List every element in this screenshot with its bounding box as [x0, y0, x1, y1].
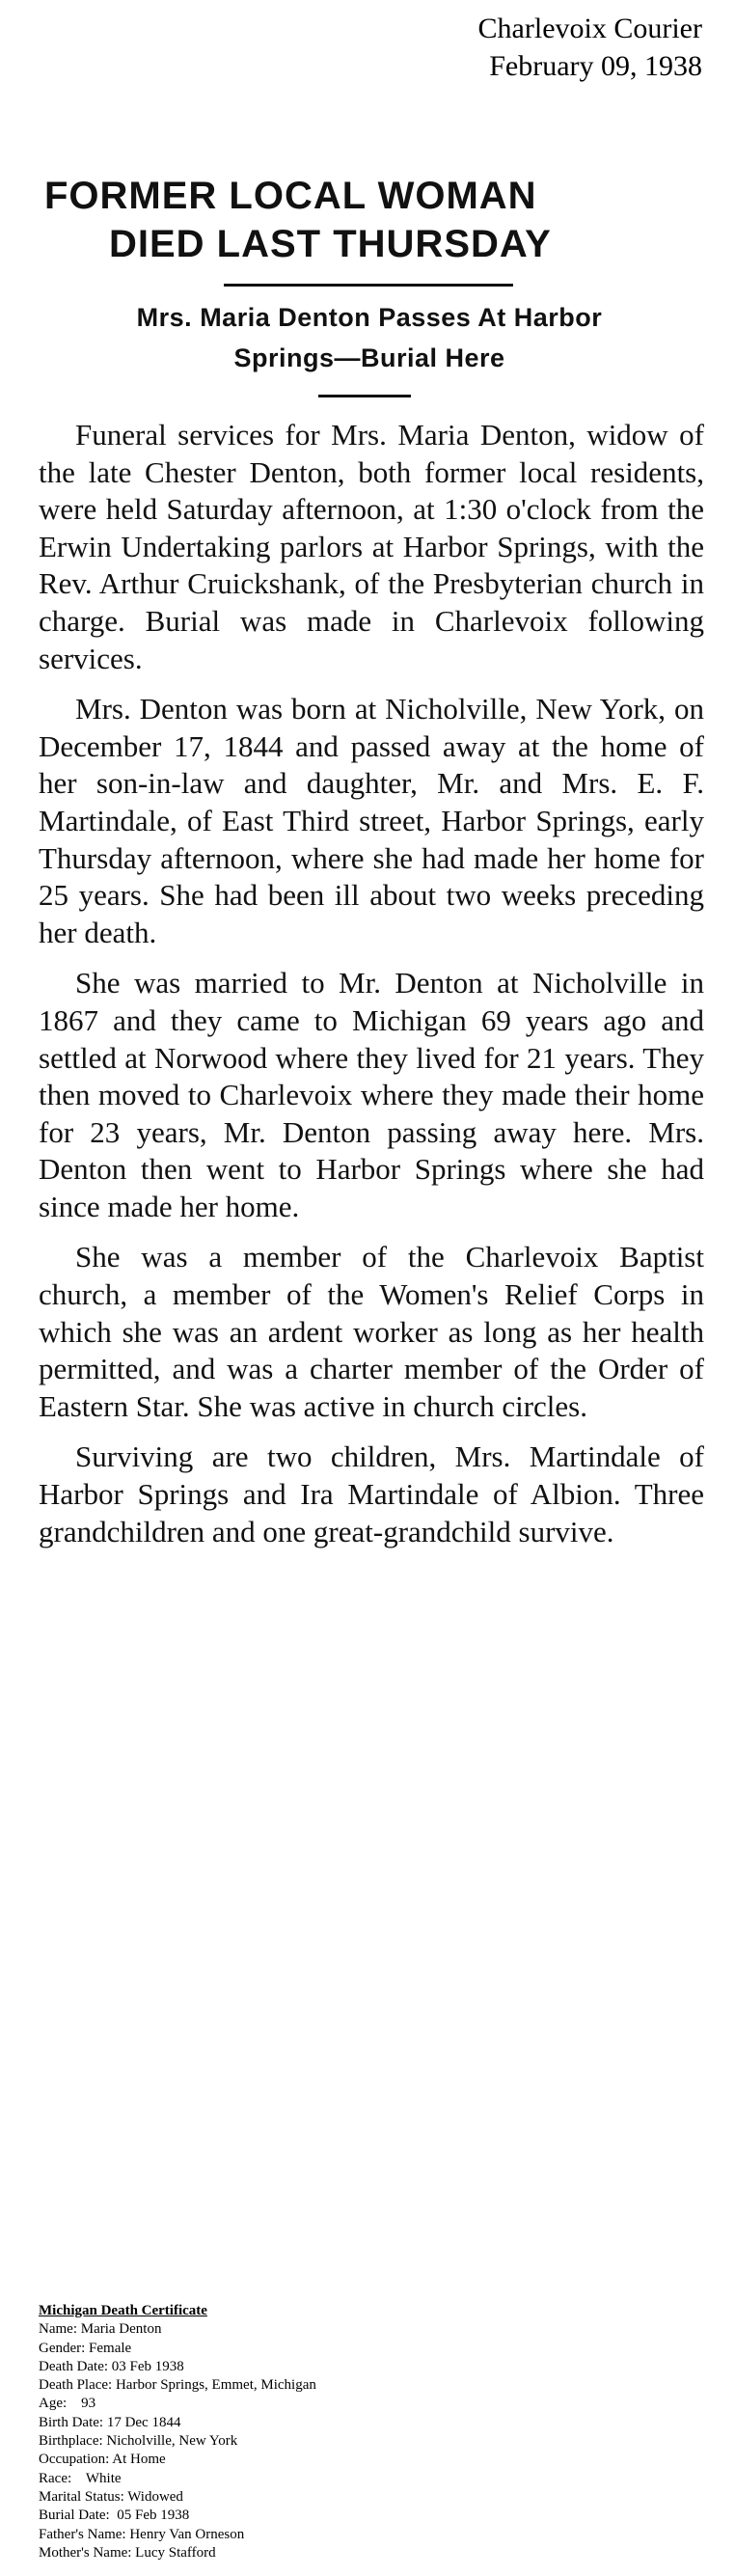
- headline-divider: [224, 284, 513, 287]
- certificate-death-date: Death Date: 03 Feb 1938: [39, 2358, 184, 2374]
- certificate-age: Age: 93: [39, 2396, 96, 2412]
- certificate-occupation: Occupation: At Home: [39, 2452, 166, 2468]
- publication-date: February 09, 1938: [489, 50, 702, 82]
- certificate-birthplace: Birthplace: Nicholville, New York: [39, 2433, 238, 2450]
- article-body: [39, 417, 704, 1564]
- certificate-gender: Gender: Female: [39, 2340, 132, 2356]
- certificate-birth-date: Birth Date: 17 Dec 1844: [39, 2414, 181, 2430]
- headline-line-1: FORMER LOCAL WOMAN: [44, 175, 537, 217]
- article-paragraph: She was married to Mr. Denton at Nicholville in 1867 and they came to Michigan 69 years ago and settled at Norwood where they lived for 21 years. They then moved to Charlevoix where they made their home for 23 years, Mr. Denton passing away here. Mrs. Denton then went to Harbor Springs where she had since made her home.: [39, 966, 704, 1223]
- article-paragraph: She was a member of the Charlevoix Baptist church, a member of the Women's Relief Corps in which she was an ardent worker as long as her health permitted, and was a charter member of the Order of Eastern Star. She was active in church circles.: [39, 1240, 704, 1423]
- death-certificate-record: [39, 2302, 316, 2562]
- source-citation: [478, 10, 702, 85]
- certificate-burial-date: Burial Date: 05 Feb 1938: [39, 2507, 190, 2524]
- deck-divider: [318, 395, 411, 397]
- article-paragraph: Surviving are two children, Mrs. Martindale of Harbor Springs and Ira Martindale of Albion. Three grandchildren and one great-grandchild survive.: [39, 1439, 704, 1548]
- certificate-race: Race: White: [39, 2470, 122, 2486]
- article-paragraph: Funeral services for Mrs. Maria Denton, widow of the late Chester Denton, both former local residents, were held Saturday afternoon, at 1:30 o'clock from the Erwin Undertaking parlors at Harbor Springs, with the Rev. Arthur Cruickshank, of the Presbyterian church in charge. Burial was made in Charlevoix following services.: [39, 418, 704, 675]
- certificate-marital-status: Marital Status: Widowed: [39, 2488, 183, 2505]
- certificate-title: Michigan Death Certificate: [39, 2303, 207, 2318]
- article-paragraph: Mrs. Denton was born at Nicholville, New York, on December 17, 1844 and passed away at the home of her son-in-law and daughter, Mr. and Mrs. E. F. Martindale, of East Third street, Harbor Springs, early Thursday afternoon, where she had made her home for 25 years. She had been ill about two weeks preceding her death.: [39, 692, 704, 949]
- certificate-name: Name: Maria Denton: [39, 2321, 162, 2338]
- headline-line-2: DIED LAST THURSDAY: [109, 223, 552, 265]
- deck-line-2: Springs—Burial Here: [233, 343, 505, 372]
- publication-name: Charlevoix Courier: [477, 13, 702, 44]
- certificate-father-name: Father's Name: Henry Van Orneson: [39, 2526, 245, 2542]
- deck-line-1: Mrs. Maria Denton Passes At Harbor: [136, 303, 603, 332]
- certificate-death-place: Death Place: Harbor Springs, Emmet, Michigan: [39, 2377, 316, 2394]
- certificate-mother-name: Mother's Name: Lucy Stafford: [39, 2544, 216, 2561]
